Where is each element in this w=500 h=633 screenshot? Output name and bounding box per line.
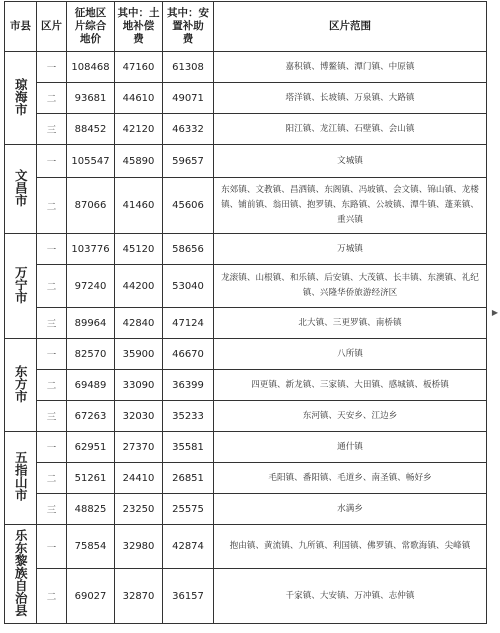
zone-cell: 三: [37, 114, 67, 145]
resettlement-subsidy-cell: 42874: [163, 525, 214, 569]
resettlement-subsidy-cell: 53040: [163, 265, 214, 308]
table-row: [5, 234, 487, 265]
header-land-compensation: 其中：土 地补偿 费: [115, 2, 163, 52]
resettlement-subsidy-cell: 61308: [163, 52, 214, 83]
zone-cell: 一: [37, 432, 67, 463]
resettlement-subsidy-cell: 35233: [163, 401, 214, 432]
land-price-table: [4, 1, 487, 624]
table-row: [5, 569, 487, 624]
city-name: 东方市: [13, 364, 29, 402]
resettlement-subsidy-cell: 36157: [163, 569, 214, 624]
resettlement-subsidy-cell: 26851: [163, 463, 214, 494]
header-row: [5, 2, 487, 52]
price-cell: 69027: [67, 569, 115, 624]
price-cell: 103776: [67, 234, 115, 265]
zone-cell: 三: [37, 494, 67, 525]
resettlement-subsidy-cell: 45606: [163, 178, 214, 234]
price-cell: 88452: [67, 114, 115, 145]
city-name: 乐东黎族自治县: [13, 528, 29, 616]
resettlement-subsidy-cell: 49071: [163, 83, 214, 114]
price-cell: 97240: [67, 265, 115, 308]
zone-cell: 二: [37, 370, 67, 401]
zone-scope-cell: 嘉积镇、博鳌镇、潭门镇、中原镇: [214, 52, 487, 83]
zone-scope-cell: 龙滚镇、山根镇、和乐镇、后安镇、大茂镇、长丰镇、东澳镇、礼纪镇、兴隆华侨旅游经济区: [214, 265, 487, 308]
city-cell: [5, 145, 37, 234]
city-cell: [5, 525, 37, 624]
land-compensation-cell: 32980: [115, 525, 163, 569]
resettlement-subsidy-cell: 58656: [163, 234, 214, 265]
zone-scope-cell: 八所镇: [214, 339, 487, 370]
city-cell: [5, 339, 37, 432]
city-cell: [5, 52, 37, 145]
resettlement-subsidy-cell: 59657: [163, 145, 214, 178]
price-cell: 62951: [67, 432, 115, 463]
resettlement-subsidy-cell: 36399: [163, 370, 214, 401]
land-compensation-cell: 33090: [115, 370, 163, 401]
zone-cell: 二: [37, 83, 67, 114]
zone-cell: 一: [37, 145, 67, 178]
zone-cell: 二: [37, 569, 67, 624]
zone-scope-cell: 万城镇: [214, 234, 487, 265]
land-compensation-cell: 45890: [115, 145, 163, 178]
header-zone-scope: 区片范围: [214, 2, 487, 52]
scroll-right-arrow-icon[interactable]: ▶: [491, 307, 499, 317]
price-cell: 67263: [67, 401, 115, 432]
zone-scope-cell: 水满乡: [214, 494, 487, 525]
price-cell: 48825: [67, 494, 115, 525]
land-compensation-cell: 44610: [115, 83, 163, 114]
land-compensation-cell: 42840: [115, 308, 163, 339]
table-row: [5, 494, 487, 525]
table-row: [5, 114, 487, 145]
table-row: [5, 463, 487, 494]
resettlement-subsidy-cell: 47124: [163, 308, 214, 339]
table-row: [5, 52, 487, 83]
city-name: 琼海市: [13, 77, 29, 115]
table-row: [5, 265, 487, 308]
zone-scope-cell: 塔洋镇、长坡镇、万泉镇、大路镇: [214, 83, 487, 114]
zone-scope-cell: 千家镇、大安镇、万冲镇、志仲镇: [214, 569, 487, 624]
price-cell: 108468: [67, 52, 115, 83]
price-cell: 89964: [67, 308, 115, 339]
table-row: [5, 339, 487, 370]
header-resettlement-subsidy: 其中：安 置补助 费: [163, 2, 214, 52]
resettlement-subsidy-cell: 25575: [163, 494, 214, 525]
header-zone: 区片: [37, 2, 67, 52]
zone-cell: 三: [37, 401, 67, 432]
land-compensation-cell: 32870: [115, 569, 163, 624]
zone-scope-cell: 阳江镇、龙江镇、石壁镇、会山镇: [214, 114, 487, 145]
zone-scope-cell: 通什镇: [214, 432, 487, 463]
zone-scope-cell: 四更镇、新龙镇、三家镇、大田镇、感城镇、板桥镇: [214, 370, 487, 401]
zone-scope-cell: 东郊镇、文教镇、昌洒镇、东阁镇、冯坡镇、会文镇、锦山镇、龙楼镇、铺前镇、翁田镇、抱罗镇、东路镇、公坡镇、潭牛镇、蓬莱镇、重兴镇: [214, 178, 487, 234]
city-cell: [5, 432, 37, 525]
zone-cell: 一: [37, 339, 67, 370]
city-name: 文昌市: [13, 168, 29, 206]
table-row: [5, 525, 487, 569]
header-city: 市县: [5, 2, 37, 52]
table-row: [5, 145, 487, 178]
table-row: [5, 83, 487, 114]
land-compensation-cell: 23250: [115, 494, 163, 525]
zone-cell: 二: [37, 463, 67, 494]
table-row: [5, 370, 487, 401]
zone-scope-cell: 东河镇、天安乡、江边乡: [214, 401, 487, 432]
land-compensation-cell: 45120: [115, 234, 163, 265]
price-cell: 51261: [67, 463, 115, 494]
zone-cell: 一: [37, 52, 67, 83]
price-cell: 69489: [67, 370, 115, 401]
table-row: [5, 308, 487, 339]
zone-scope-cell: 抱由镇、黄流镇、九所镇、利国镇、佛罗镇、常歌海镇、尖峰镇: [214, 525, 487, 569]
land-compensation-cell: 41460: [115, 178, 163, 234]
land-compensation-cell: 32030: [115, 401, 163, 432]
price-cell: 82570: [67, 339, 115, 370]
zone-scope-cell: 北大镇、三更罗镇、南桥镇: [214, 308, 487, 339]
land-compensation-cell: 24410: [115, 463, 163, 494]
price-cell: 105547: [67, 145, 115, 178]
table-row: [5, 432, 487, 463]
land-compensation-cell: 42120: [115, 114, 163, 145]
price-cell: 93681: [67, 83, 115, 114]
zone-scope-cell: 毛阳镇、番阳镇、毛道乡、南圣镇、畅好乡: [214, 463, 487, 494]
city-name: 五指山市: [13, 451, 29, 502]
resettlement-subsidy-cell: 46670: [163, 339, 214, 370]
land-compensation-cell: 27370: [115, 432, 163, 463]
zone-cell: 一: [37, 525, 67, 569]
zone-cell: 一: [37, 234, 67, 265]
city-cell: [5, 234, 37, 339]
city-name: 万宁市: [13, 265, 29, 303]
zone-cell: 二: [37, 178, 67, 234]
land-compensation-cell: 35900: [115, 339, 163, 370]
zone-scope-cell: 文城镇: [214, 145, 487, 178]
resettlement-subsidy-cell: 35581: [163, 432, 214, 463]
resettlement-subsidy-cell: 46332: [163, 114, 214, 145]
land-compensation-cell: 44200: [115, 265, 163, 308]
table-row: [5, 401, 487, 432]
price-cell: 75854: [67, 525, 115, 569]
zone-cell: 三: [37, 308, 67, 339]
price-table-sheet: [4, 1, 486, 624]
header-price: 征地区 片综合 地价: [67, 2, 115, 52]
price-cell: 87066: [67, 178, 115, 234]
land-compensation-cell: 47160: [115, 52, 163, 83]
table-row: [5, 178, 487, 234]
zone-cell: 二: [37, 265, 67, 308]
